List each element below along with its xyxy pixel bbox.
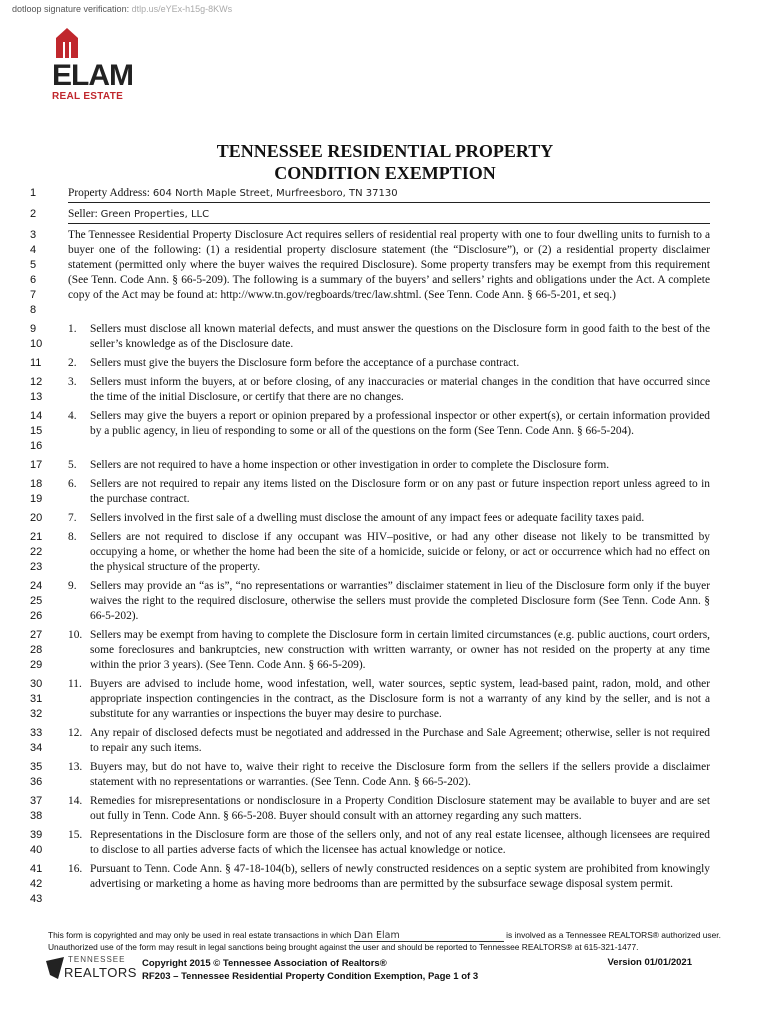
document-body [30, 186, 710, 911]
list-item: 9 10 1. Sellers must disclose all known material defects, and must answer the questions on the Disclosure form in good faith to the best of the seller’s knowledge as of the Disclosure date. [30, 323, 710, 350]
item-text: Sellers involved in the first sale of a dwelling must disclose the amount of any impact fees or adequate facility taxes paid. [90, 512, 645, 524]
item-number: 7. [68, 512, 77, 524]
item-number: 6. [68, 478, 77, 490]
item-number: 16. [68, 863, 83, 875]
item-number: 4. [68, 410, 77, 422]
notice-before: This form is copyrighted and may only be used in real estate transactions in which [48, 930, 352, 940]
item-text: Sellers must disclose all known material defects, and must answer the questions on the Disclosure form in good faith to the best of the seller’s knowledge as of the Disclosure date. [90, 323, 710, 350]
item-number: 14. [68, 795, 83, 807]
tennessee-state-icon [44, 955, 66, 981]
agent-name-field[interactable]: Dan Elam [354, 930, 504, 942]
line-numbers: 2 [30, 208, 37, 220]
copyright-notice [48, 930, 738, 953]
company-logo [52, 26, 133, 102]
form-id-line: RF203 – Tennessee Residential Property Condition Exemption, Page 1 of 3 [142, 971, 479, 982]
item-text: Pursuant to Tenn. Code Ann. § 47-18-104(b), sellers of newly constructed residences on a septic system are prohibited from knowingly advertising or marketing a home as having more bedrooms than are permitted by the subsurface sewage disposal system permit. [90, 863, 710, 890]
version-label: Version 01/01/2021 [607, 957, 692, 968]
intro-row [30, 228, 710, 318]
list-item: 20 7. Sellers involved in the first sale of a dwelling must disclose the amount of any impact fees or adequate facility taxes paid. [30, 511, 710, 526]
item-number: 13. [68, 761, 83, 773]
seller-value[interactable]: Green Properties, LLC [100, 209, 210, 220]
logo-bottom-text: REALTORS [64, 965, 137, 980]
item-number: 8. [68, 531, 77, 543]
list-item: 21 22 23 8. Sellers are not required to disclose if any occupant was HIV–positive, or had any other disease not likely to be transmitted by occupying a home, or whether the home had been the site of a homicide, suicide or felony, or act or occurrence which had no effect on the physical structure of the property. [30, 531, 710, 573]
item-number: 11. [68, 678, 82, 690]
seller-field[interactable] [68, 207, 710, 224]
list-item: 27 28 29 10. Sellers may be exempt from having to complete the Disclosure form in certain limited circumstances (e.g. public auctions, court orders, some foreclosures and bankruptcies, new construction with written warranty, or owner has not resided on the property at any time within the prior 3 years). (See Tenn. Code Ann. § 66-5-209). [30, 629, 710, 671]
item-text: Sellers must inform the buyers, at or before closing, of any inaccuracies or material changes in the condition that have occurred since the time of the initial Disclosure, or certify that there are no changes. [90, 376, 710, 403]
item-text: Buyers are advised to include home, wood infestation, well, water sources, septic system, lead-based paint, radon, mold, and other appropriate inspection contingencies in the contract, as the Disclosure form is not a warranty of any kind by the seller, and is not a substitute for any warranties or inspections the buyer may desire to purchase. [90, 678, 710, 720]
property-address-value[interactable]: 604 North Maple Street, Murfreesboro, TN 37130 [152, 188, 398, 199]
item-number: 1. [68, 323, 77, 335]
item-number: 5. [68, 459, 77, 471]
item-number: 2. [68, 357, 77, 369]
item-number: 15. [68, 829, 83, 841]
item-number: 10. [68, 629, 83, 641]
notice-after: is involved as a Tennessee REALTORS® authorized user. Unauthorized use of the form may result in legal sanctions being brought against the user and should be reported to Tennessee REALTORS® at 615-321-1477. [48, 930, 721, 952]
list-item: 37 38 14. Remedies for misrepresentations or nondisclosure in a Property Condition Disclosure statement may be available to buyer and are set out fully in Tenn. Code Ann. § 66-5-208. Buyer should consult with an attorney regarding any such matters. [30, 795, 710, 822]
item-text: Sellers must give the buyers the Disclosure form before the acceptance of a purchase contract. [90, 357, 520, 369]
item-text: Any repair of disclosed defects must be negotiated and addressed in the Purchase and Sale Agreement; otherwise, seller is not required to repair any such items. [90, 727, 710, 754]
list-item: 14 15 16 4. Sellers may give the buyers a report or opinion prepared by a professional inspector or other expert(s), or certain information provided by a public agency, in lieu of responding to some or all of the questions on the form (See Tenn. Code Ann. § 66-5-204). [30, 410, 710, 452]
list-item: 33 34 12. Any repair of disclosed defects must be negotiated and addressed in the Purchase and Sale Agreement; otherwise, seller is not required to repair any such items. [30, 727, 710, 754]
page-title [0, 140, 770, 184]
copyright-line: Copyright 2015 © Tennessee Association of Realtors® [142, 958, 387, 969]
item-text: Sellers are not required to have a home inspection or other investigation in order to complete the Disclosure form. [90, 459, 610, 471]
copyright-block [142, 957, 478, 983]
list-item: 17 5. Sellers are not required to have a home inspection or other investigation in order to complete the Disclosure form. [30, 458, 710, 473]
line-numbers: 3 4 5 6 7 8 [30, 229, 37, 316]
property-address-field[interactable] [68, 186, 710, 203]
property-address-row [30, 186, 710, 203]
title-line-1: TENNESSEE RESIDENTIAL PROPERTY [216, 141, 554, 161]
item-number: 3. [68, 376, 77, 388]
seller-row [30, 207, 710, 224]
house-logo-icon [54, 26, 80, 60]
verification-label: dotloop signature verification: [12, 4, 130, 14]
list-item: 35 36 13. Buyers may, but do not have to, waive their right to receive the Disclosure form from the sellers if the sellers provide a disclaimer statement with no representations or warranties. (See Tenn. Code Ann. § 66-5-202). [30, 761, 710, 788]
item-text: Sellers are not required to disclose if any occupant was HIV–positive, or had any other disease not likely to be transmitted by occupying a home, or whether the home had been the site of a homicide, suicide or felony, or act or occurrence which had no effect on the physical structure of the property. [90, 531, 710, 573]
intro-paragraph: The Tennessee Residential Property Disclosure Act requires sellers of residential real property with one to four dwelling units to furnish to a buyer one of the following: (1) a residential property disclosure statement (the “Disclosure”), or (2) a residential property disclaimer statement (permitted only where the buyer waives the required Disclosure). Some property transfers may be exempt from this requirement (See Tenn. Code Ann. § 66-5-209). The following is a summary of the buyers’ and sellers’ rights and obligations under the Act. A complete copy of the Act may be found at: http://www.tn.gov/regboards/trec/law.shtml. (See Tenn. Code Ann. § 66-5-201, et seq.) [68, 229, 710, 301]
verification-code[interactable]: dtlp.us/eYEx-h15g-8KWs [131, 4, 233, 14]
signature-verification [12, 4, 232, 14]
property-address-label: Property Address: [68, 187, 150, 199]
item-number: 9. [68, 580, 77, 592]
item-text: Remedies for misrepresentations or nondisclosure in a Property Condition Disclosure statement may be available to buyer and are set out fully in Tenn. Code Ann. § 66-5-208. Buyer should consult with an attorney regarding any such matters. [90, 795, 710, 822]
item-text: Sellers may provide an “as is”, “no representations or warranties” disclaimer statement in lieu of the Disclosure form only if the buyer waives the right to the required disclosure, otherwise the sellers must provide the completed Disclosure form (See Tenn. Code Ann. § 66-5-202). [90, 580, 710, 622]
item-text: Buyers may, but do not have to, waive their right to receive the Disclosure form from the sellers if the sellers provide a disclaimer statement with no representations or warranties. (See Tenn. Code Ann. § 66-5-202). [90, 761, 710, 788]
list-item: 12 13 3. Sellers must inform the buyers, at or before closing, of any inaccuracies or material changes in the condition that have occurred since the time of the initial Disclosure, or certify that there are no changes. [30, 376, 710, 403]
item-text: Sellers are not required to repair any items listed on the Disclosure form or on any past or future inspection report unless agreed to in the purchase contract. [90, 478, 710, 505]
line-numbers: 1 [30, 187, 37, 199]
item-number: 12. [68, 727, 83, 739]
page-footer [40, 955, 730, 995]
list-item: 11 2. Sellers must give the buyers the Disclosure form before the acceptance of a purchase contract. [30, 356, 710, 371]
list-item: 41 42 43 16. Pursuant to Tenn. Code Ann. § 47-18-104(b), sellers of newly constructed residences on a septic system are prohibited from knowingly advertising or marketing a home as having more bedrooms than are permitted by the subsurface sewage disposal system permit. [30, 863, 710, 905]
item-text: Representations in the Disclosure form are those of the sellers only, and not of any real estate licensee, although licensees are required to disclose to all parties adverse facts of which the licensee has actual knowledge or notice. [90, 829, 710, 856]
title-line-2: CONDITION EXEMPTION [274, 163, 496, 183]
list-item: 24 25 26 9. Sellers may provide an “as is”, “no representations or warranties” disclaimer statement in lieu of the Disclosure form only if the buyer waives the right to the required disclosure, otherwise the sellers must provide the completed Disclosure form (See Tenn. Code Ann. § 66-5-202). [30, 580, 710, 622]
item-text: Sellers may give the buyers a report or opinion prepared by a professional inspector or other expert(s), or certain information provided by a public agency, in lieu of responding to some or all of the questions on the form (See Tenn. Code Ann. § 66-5-204). [90, 410, 710, 437]
list-item: 30 31 32 11. Buyers are advised to include home, wood infestation, well, water sources, septic system, lead-based paint, radon, mold, and other appropriate inspection contingencies in the contract, as the Disclosure form is not a warranty of any kind by the seller, and is not a substitute for any warranties or inspections the buyer may desire to purchase. [30, 678, 710, 720]
logo-name: ELAM [52, 59, 133, 92]
list-item: 18 19 6. Sellers are not required to repair any items listed on the Disclosure form or on any past or future inspection report unless agreed to in the purchase contract. [30, 478, 710, 505]
logo-top-text: TENNESSEE [68, 955, 126, 964]
seller-label: Seller: [68, 208, 98, 220]
logo-subtitle: REAL ESTATE [52, 91, 124, 102]
item-text: Sellers may be exempt from having to complete the Disclosure form in certain limited circumstances (e.g. public auctions, court orders, some foreclosures and bankruptcies, new construction with written warranty, or owner has not resided on the property at any time within the prior 3 years). (See Tenn. Code Ann. § 66-5-209). [90, 629, 710, 671]
list-item: 39 40 15. Representations in the Disclosure form are those of the sellers only, and not of any real estate licensee, although licensees are required to disclose to all parties adverse facts of which the licensee has actual knowledge or notice. [30, 829, 710, 856]
